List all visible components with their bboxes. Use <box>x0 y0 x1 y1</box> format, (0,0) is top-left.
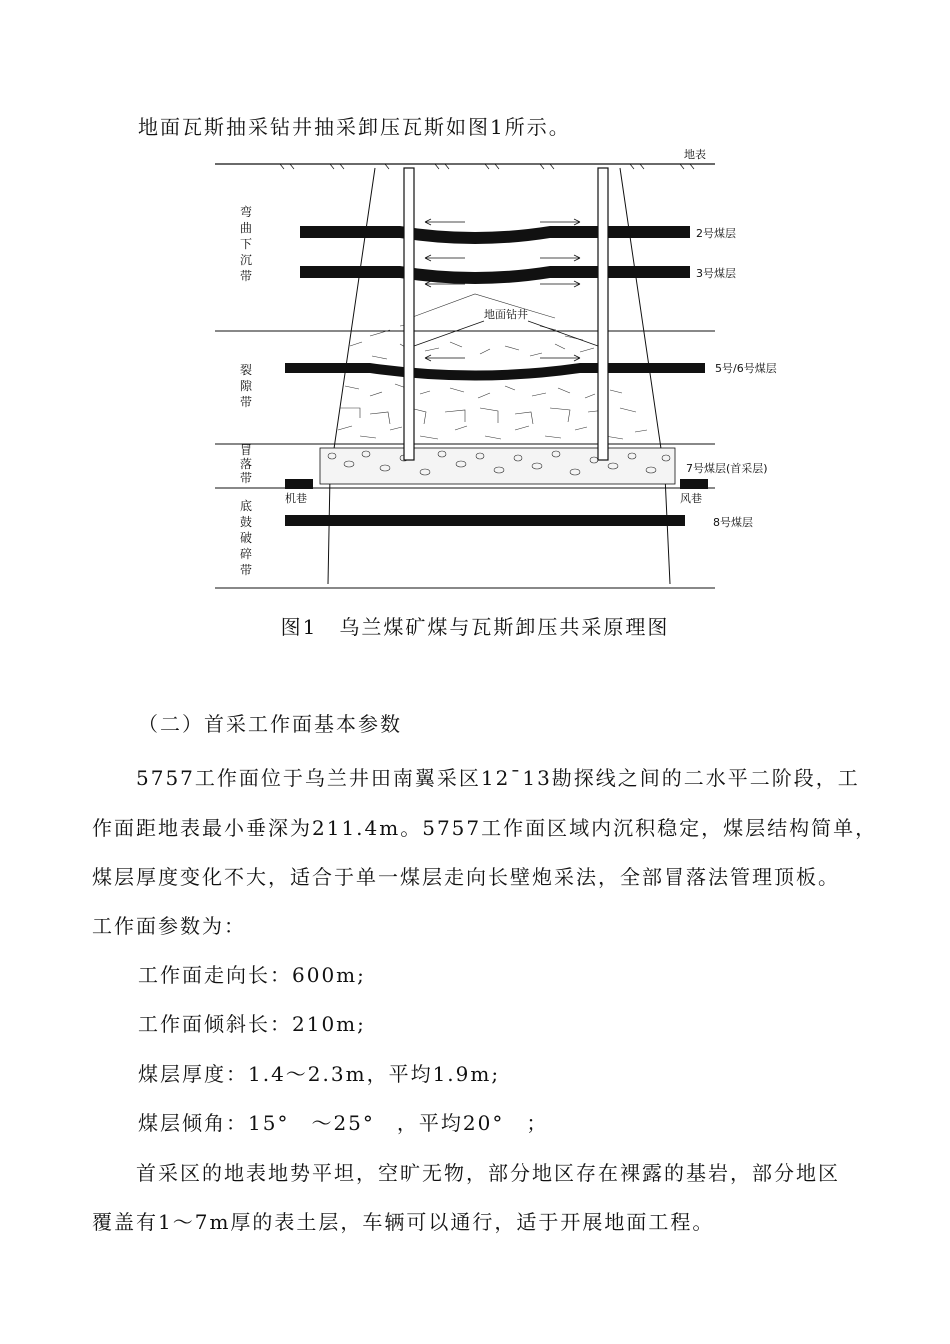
seam-3-label: 3号煤层 <box>696 267 736 280</box>
paragraph-line-2: 作面距地表最小垂深为211.4m。5757工作面区域内沉积稳定，煤层结构简单， <box>92 816 878 840</box>
well-label-leaders <box>414 321 598 346</box>
figure-caption: 图1 乌兰煤矿煤与瓦斯卸压共采原理图 <box>280 615 670 639</box>
seam-7-left <box>285 479 313 489</box>
paragraph-line-4: 工作面参数为： <box>92 914 246 938</box>
right-roadway-label: 风巷 <box>680 492 702 505</box>
well-right <box>598 168 608 460</box>
param-dip-length: 工作面倾斜长：210m; <box>138 1012 366 1036</box>
intro-text: 地面瓦斯抽采钻井抽采卸压瓦斯如图1所示。 <box>138 115 571 139</box>
paragraph-line-3: 煤层厚度变化不大，适合于单一煤层走向长壁炮采法，全部冒落法管理顶板。 <box>92 865 840 889</box>
zone-label-fracture: 裂隙带 <box>240 363 253 409</box>
paragraph-line-1: 5757工作面位于乌兰井田南翼采区12¯13勘探线之间的二水平二阶段，工 <box>136 766 860 790</box>
seam-5-6-label: 5号/6号煤层 <box>715 362 777 375</box>
seam-5-6 <box>285 363 705 381</box>
well-left <box>404 168 414 460</box>
zone-label-bend: 弯曲下沉带 <box>240 205 253 283</box>
zone-label-caving: 冒落带 <box>240 443 253 485</box>
seam-7-right <box>680 479 708 489</box>
caving-rubble <box>320 448 675 484</box>
surface-hatching <box>280 164 694 169</box>
left-roadway-label: 机巷 <box>285 492 307 505</box>
seam-8 <box>285 515 685 526</box>
seam-2 <box>300 226 690 244</box>
param-seam-thickness: 煤层厚度：1.4～2.3m，平均1.9m; <box>138 1062 501 1086</box>
param-strike-length: 工作面走向长：600m; <box>138 963 366 987</box>
coal-gas-co-extraction-diagram <box>210 146 777 596</box>
seam-8-label: 8号煤层 <box>713 516 753 529</box>
param-seam-dip: 煤层倾角：15° ～25° ，平均20° ； <box>138 1111 549 1135</box>
closing-line-1: 首采区的地表地势平坦，空旷无物，部分地区存在裸露的基岩，部分地区 <box>136 1161 840 1185</box>
well-label: 地面钻井 <box>484 308 528 321</box>
surface-label: 地表 <box>684 148 706 161</box>
closing-line-2: 覆盖有1～7m厚的表土层，车辆可以通行，适于开展地面工程。 <box>92 1210 715 1234</box>
section-title: （二）首采工作面基本参数 <box>138 712 402 736</box>
seam-7-label: 7号煤层(首采层) <box>686 462 768 475</box>
zone-label-floor: 底鼓破碎带 <box>240 499 253 577</box>
seam-2-label: 2号煤层 <box>696 227 736 240</box>
